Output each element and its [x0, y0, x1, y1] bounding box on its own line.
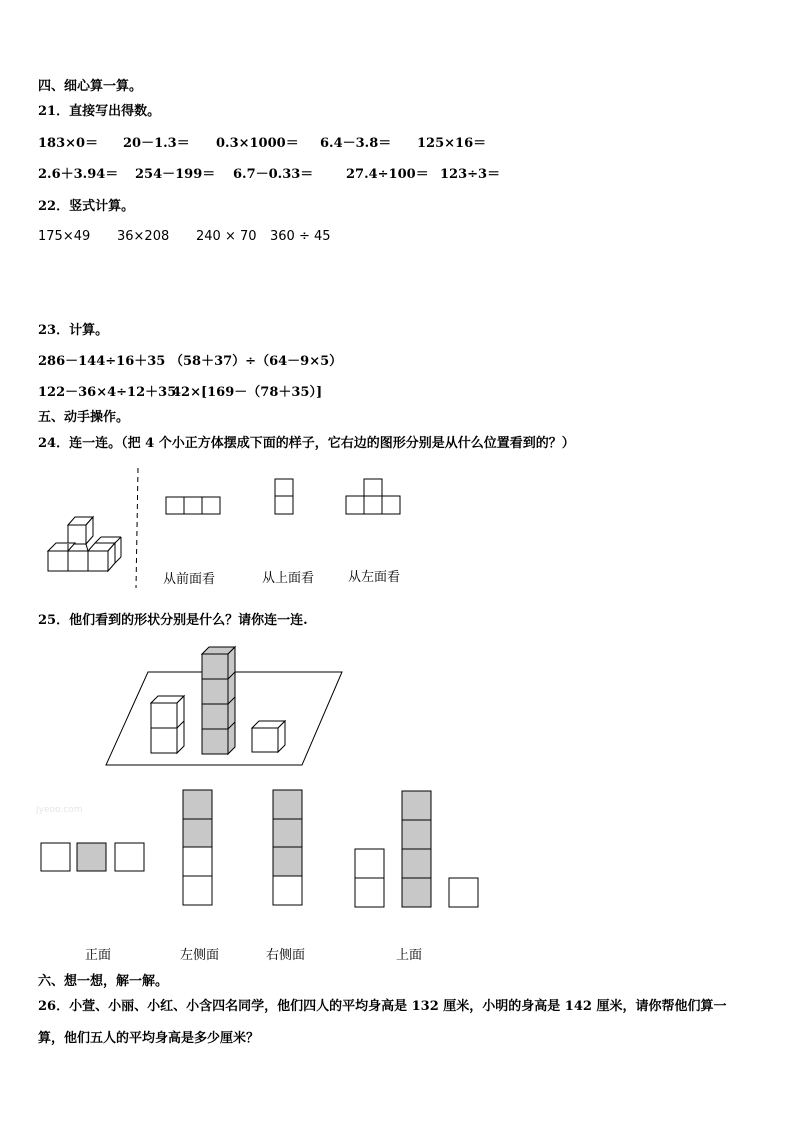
- q22-item: 240 × 70: [196, 229, 257, 244]
- section-6-title: 六、想一想，解一解。: [38, 974, 169, 989]
- q21-item: 27.4÷100＝: [346, 167, 429, 182]
- q23-item: 122－36×4÷12＋35: [38, 385, 177, 400]
- q23-item: （58＋37）÷（64－9×5）: [170, 354, 343, 369]
- q22-item: 175×49: [38, 229, 91, 244]
- shape-column-c: [273, 790, 302, 905]
- q25-title: 25．他们看到的形状分别是什么？请你连一连.: [38, 613, 308, 628]
- tall-stack: [202, 647, 235, 754]
- q24-label-left: 从左面看: [348, 570, 401, 585]
- q25-label-front: 正面: [85, 948, 112, 963]
- q21-item: 0.3×1000＝: [216, 136, 299, 151]
- q25-label-top: 上面: [396, 948, 423, 963]
- q21-item: 2.6＋3.94＝: [38, 167, 119, 182]
- q23-title: 23．计算。: [38, 323, 109, 338]
- q26-line1: 26．小萱、小丽、小红、小含四名同学，他们四人的平均身高是 132 厘米，小明的身高是 142 厘米，请你帮他们算一: [38, 999, 727, 1014]
- q23-item: 42×[169－（78＋35）]: [172, 385, 323, 400]
- q26-line2: 算，他们五人的平均身高是多少厘米？: [38, 1031, 260, 1046]
- shape-row-three: [41, 843, 144, 871]
- q21-item: 20－1.3＝: [123, 136, 190, 151]
- q21-item: 125×16＝: [417, 136, 487, 151]
- section-4-title: 四、细心算一算。: [38, 79, 143, 94]
- q21-title: 21．直接写出得数。: [38, 104, 161, 119]
- q22-item: 36×208: [117, 229, 170, 244]
- q21-item: 6.7－0.33＝: [233, 167, 314, 182]
- q21-item: 183×0＝: [38, 136, 99, 151]
- watermark: Jyeoo.com: [36, 805, 83, 815]
- q25-label-right-side: 右侧面: [266, 948, 306, 963]
- q23-item: 286－144÷16＋35: [38, 354, 166, 369]
- q24-label-front: 从前面看: [163, 572, 216, 587]
- q22-title: 22．竖式计算。: [38, 199, 135, 214]
- q24-title: 24．连一连。（把 4 个小正方体摆成下面的样子，它右边的图形分别是从什么位置看到的？）: [38, 436, 575, 451]
- section-5-title: 五、动手操作。: [38, 410, 130, 425]
- shape-combined-d: [355, 791, 478, 907]
- q22-item: 360 ÷ 45: [270, 229, 331, 244]
- shape-column-b: [183, 790, 212, 905]
- q21-item: 6.4－3.8＝: [320, 136, 392, 151]
- q21-item: 123÷3＝: [440, 167, 501, 182]
- q24-label-top: 从上面看: [262, 571, 315, 586]
- q25-label-left-side: 左侧面: [180, 948, 220, 963]
- left-stack: [151, 696, 184, 753]
- single-cube: [252, 721, 285, 752]
- q21-item: 254－199＝: [135, 167, 216, 182]
